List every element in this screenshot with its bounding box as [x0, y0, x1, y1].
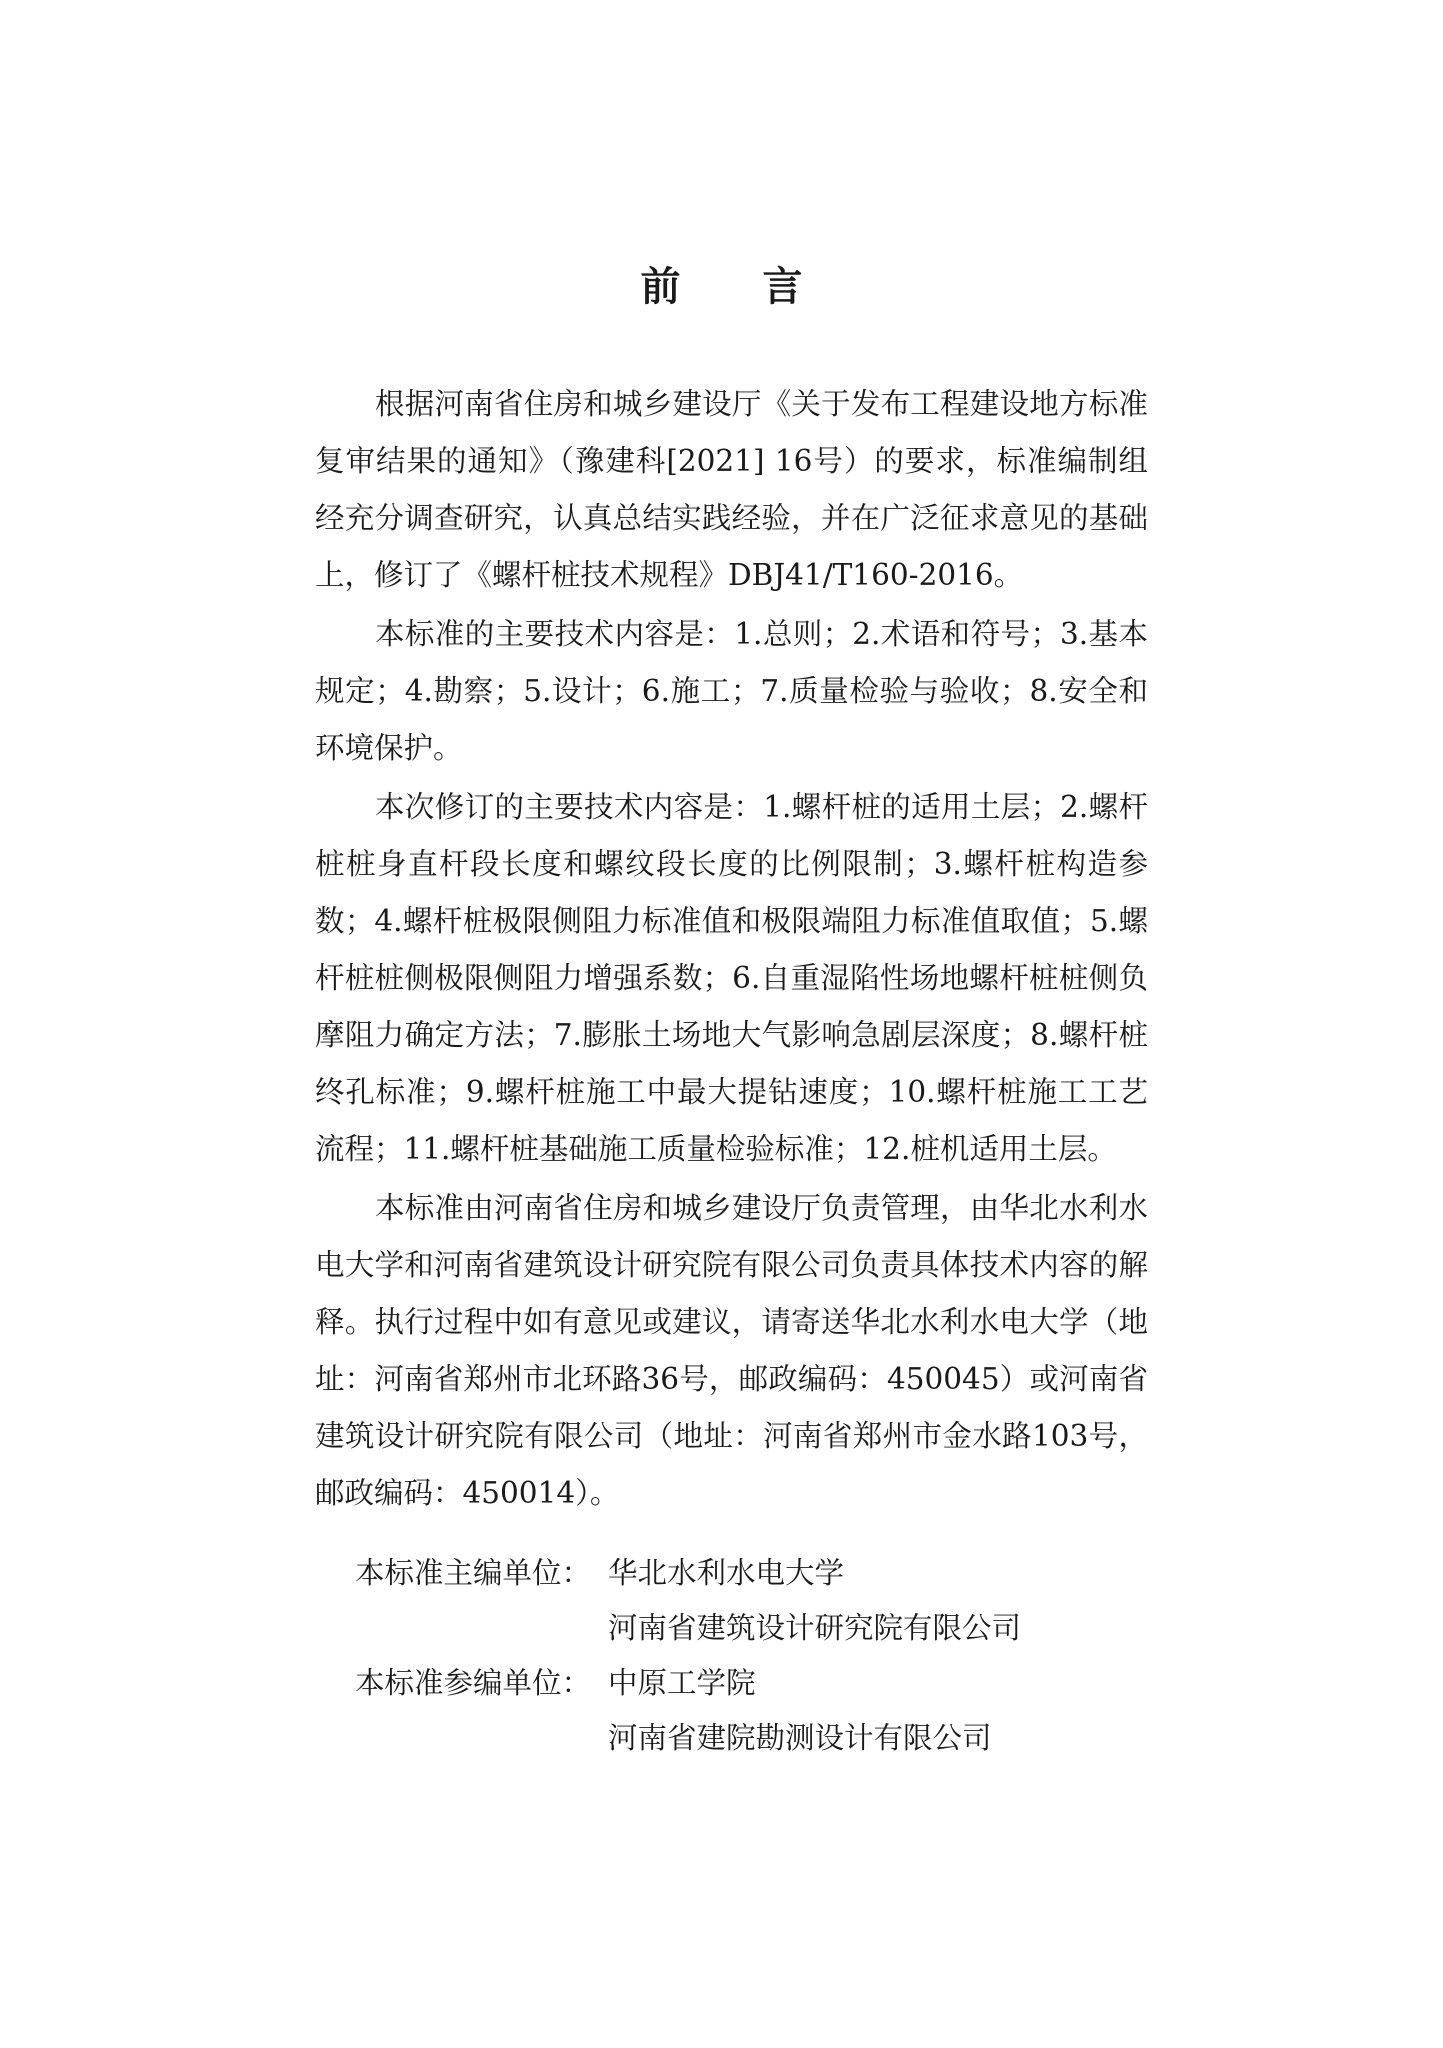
- compiling-units: [355, 1546, 1115, 1766]
- unit-row-participant-2: [355, 1711, 1115, 1766]
- unit-label: [355, 1601, 608, 1656]
- unit-label: [355, 1711, 608, 1766]
- paragraph-main-contents: 本标准的主要技术内容是：1.总则；2.术语和符号；3.基本规定；4.勘察；5.设计；6.施工；7.质量检验与验收；8.安全和环境保护。: [315, 617, 1148, 765]
- unit-name: 河南省建筑设计研究院有限公司: [608, 1611, 1022, 1645]
- unit-label: 本标准参编单位：: [355, 1666, 592, 1700]
- unit-name: 华北水利水电大学: [608, 1556, 845, 1590]
- paragraph-revision-contents: 本次修订的主要技术内容是：1.螺杆桩的适用土层；2.螺杆桩桩身直杆段长度和螺纹段长度的比例限制；3.螺杆桩构造参数；4.螺杆桩极限侧阻力标准值和极限端阻力标准值取值；5.螺杆桩桩侧极限侧阻力增强系数；6.自重湿陷性场地螺杆桩桩侧负摩阻力确定方法；7.膨胀土场地大气影响急剧层深度；8.螺杆桩终孔标准；9.螺杆桩施工中最大提钻速度；10.螺杆桩施工工艺流程；11.螺杆桩基础施工质量检验标准；12.桩机适用土层。: [315, 790, 1148, 1166]
- unit-name: 河南省建院勘测设计有限公司: [608, 1721, 992, 1755]
- unit-name: 中原工学院: [608, 1666, 756, 1700]
- paragraph-revision-basis: 根据河南省住房和城乡建设厅《关于发布工程建设地方标准复审结果的通知》（豫建科[2021] 16号）的要求，标准编制组经充分调查研究，认真总结实践经验，并在广泛征求意见的基础上，修订了《螺杆桩技术规程》DBJ41/T160-2016。: [315, 387, 1148, 592]
- preface-body: [315, 376, 1148, 1524]
- unit-row-chief-1: [355, 1546, 1115, 1601]
- unit-row-chief-2: [355, 1601, 1115, 1656]
- unit-row-participant-1: [355, 1656, 1115, 1711]
- page-title: 前 言: [640, 263, 837, 310]
- unit-label: 本标准主编单位：: [355, 1556, 592, 1590]
- paragraph-management: 本标准由河南省住房和城乡建设厅负责管理，由华北水利水电大学和河南省建筑设计研究院有限公司负责具体技术内容的解释。执行过程中如有意见或建议，请寄送华北水利水电大学（地址：河南省郑州市北环路36号，邮政编码：450045）或河南省建筑设计研究院有限公司（地址：河南省郑州市金水路103号，邮政编码：450014）。: [315, 1191, 1148, 1510]
